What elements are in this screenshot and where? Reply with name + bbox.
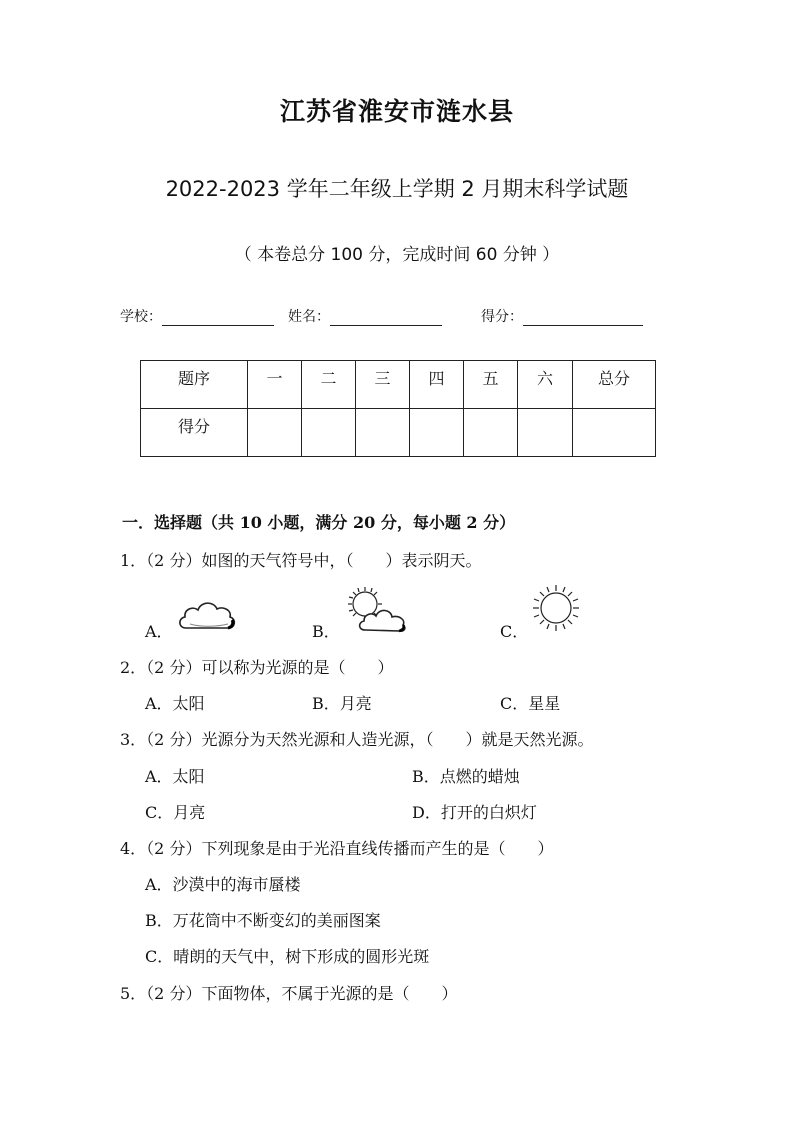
question-3-option-a[interactable]: A．太阳 (145, 767, 205, 786)
score-table-score-row (141, 409, 656, 457)
question-4-stem: 4．（2 分）下列现象是由于光沿直线传播而产生的是（ ） (120, 839, 554, 858)
section-heading: 一．选择题（共 10 小题，满分 20 分，每小题 2 分） (122, 513, 516, 532)
question-1-option-b[interactable]: B． (312, 622, 340, 641)
school-label: 学校： (120, 309, 162, 325)
question-2-stem: 2．（2 分）可以称为光源的是（ ） (120, 658, 394, 677)
score-field (481, 306, 643, 326)
question-3-option-b[interactable]: B．点燃的蜡烛 (412, 767, 520, 786)
table-header-cell: 六 (518, 361, 573, 409)
school-blank[interactable] (162, 309, 274, 326)
name-field (288, 306, 442, 326)
table-row-label: 得分 (141, 409, 248, 457)
table-header-cell: 总分 (573, 361, 656, 409)
sun-icon (530, 583, 582, 633)
table-header-cell: 三 (356, 361, 410, 409)
score-table-header-row (141, 361, 656, 409)
score-cell[interactable] (410, 409, 464, 457)
question-3-option-c[interactable]: C．月亮 (145, 803, 206, 822)
score-label: 得分： (481, 309, 523, 325)
question-3-option-d[interactable]: D．打开的白炽灯 (412, 803, 537, 822)
score-cell[interactable] (356, 409, 410, 457)
school-field (120, 306, 274, 326)
question-5-stem: 5．（2 分）下面物体，不属于光源的是（ ） (120, 984, 458, 1003)
question-2-option-b[interactable]: B．月亮 (312, 694, 372, 713)
question-1-stem: 1．（2 分）如图的天气符号中，（ ）表示阴天。 (120, 551, 482, 570)
name-blank[interactable] (330, 309, 442, 326)
question-1-option-c[interactable]: C． (500, 622, 529, 641)
question-4-option-c[interactable]: C．晴朗的天气中，树下形成的圆形光斑 (145, 947, 430, 966)
table-header-cell: 题序 (141, 361, 248, 409)
question-4-option-b[interactable]: B．万花筒中不断变幻的美丽图案 (145, 911, 381, 930)
question-2-option-c[interactable]: C．星星 (500, 694, 561, 713)
score-cell[interactable] (573, 409, 656, 457)
score-cell[interactable] (518, 409, 573, 457)
table-header-cell: 五 (464, 361, 518, 409)
question-4-option-a[interactable]: A．沙漠中的海市蜃楼 (145, 875, 301, 894)
exam-subtitle: （ 本卷总分 100 分，完成时间 60 分钟 ） (234, 245, 560, 265)
region-title: 江苏省淮安市涟水县 (279, 97, 514, 126)
score-cell[interactable] (302, 409, 356, 457)
score-cell[interactable] (464, 409, 518, 457)
sun-behind-cloud-icon (343, 586, 409, 634)
score-blank[interactable] (523, 309, 643, 326)
name-label: 姓名： (288, 309, 330, 325)
table-header-cell: 四 (410, 361, 464, 409)
question-3-stem: 3．（2 分）光源分为天然光源和人造光源，（ ）就是天然光源。 (120, 730, 594, 749)
score-table (140, 360, 656, 457)
exam-title: 2022-2023 学年二年级上学期 2 月期末科学试题 (165, 177, 629, 201)
score-cell[interactable] (248, 409, 302, 457)
question-1-option-a[interactable]: A． (145, 622, 173, 641)
table-header-cell: 二 (302, 361, 356, 409)
table-header-cell: 一 (248, 361, 302, 409)
question-2-option-a[interactable]: A．太阳 (145, 694, 205, 713)
cloud-icon (176, 598, 238, 634)
